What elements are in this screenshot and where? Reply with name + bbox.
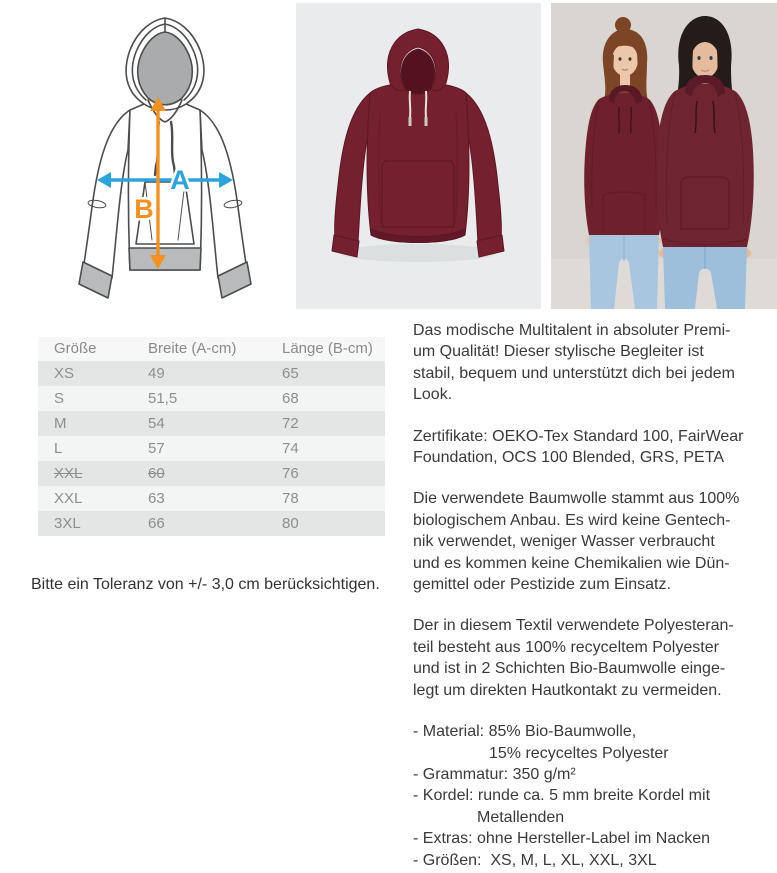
spec-line: - Extras: ohne Hersteller-Label im Nacken (413, 830, 711, 848)
length-label-b: B (134, 194, 154, 224)
table-cell-laenge: 80 (282, 515, 299, 532)
text-line: Der in diesem Textil verwendete Polyesteran- (413, 617, 734, 635)
text-line: Look. (413, 386, 453, 404)
spec-line: 15% recyceltes Polyester (489, 744, 669, 762)
description-paragraph (413, 426, 777, 469)
text-line: legt um direkten Hautkontakt zu vermeiden. (413, 681, 722, 699)
text-line: Foundation, OCS 100 Blended, GRS, PETA (413, 449, 724, 467)
table-row (38, 511, 385, 536)
spec-list (413, 721, 777, 871)
table-cell-laenge: 68 (282, 390, 299, 407)
column-header-laenge: Länge (B-cm) (282, 340, 373, 357)
table-cell-laenge: 78 (282, 490, 299, 507)
text-line: nik verwendet, weniger Wasser verbraucht (413, 533, 715, 551)
models-graphic (551, 3, 777, 309)
text-line: um Qualität! Dieser stylische Begleiter ist (413, 343, 704, 361)
spec-line: - Material: 85% Bio-Baumwolle, (413, 723, 637, 741)
table-row (38, 486, 385, 511)
size-diagram-image (40, 12, 290, 304)
hoodie-sketch-graphic (40, 12, 290, 304)
table-cell-size: XXL (54, 465, 83, 482)
column-header-breite: Breite (A-cm) (148, 340, 237, 357)
text-line: Die verwendete Baumwolle stammt aus 100% (413, 490, 740, 508)
spec-line: Metallenden (477, 808, 565, 826)
text-line: gemittel oder Pestizide zum Einsatz. (413, 576, 671, 594)
size-table-header (38, 337, 385, 361)
table-row (38, 386, 385, 411)
table-cell-breite: 57 (148, 440, 165, 457)
table-cell-breite: 51,5 (148, 390, 178, 407)
product-photo (296, 3, 541, 309)
spec-line: - Kordel: runde ca. 5 mm breite Kordel mit (413, 787, 711, 805)
size-table (38, 337, 385, 536)
description-paragraphs (413, 320, 777, 701)
table-cell-breite: 66 (148, 515, 165, 532)
text-line: stabil, bequem und unterstützt dich bei jedem (413, 364, 735, 382)
table-cell-size: XS (54, 365, 75, 382)
table-cell-breite: 54 (148, 415, 165, 432)
size-table-body (38, 361, 385, 536)
text-line: und es kommen keine Chemikalien wie Dün- (413, 554, 730, 572)
description-paragraph (413, 488, 777, 595)
width-label-a: A (170, 165, 190, 195)
table-cell-size: 3XL (54, 515, 81, 532)
spec-line: - Grammatur: 350 g/m² (413, 765, 576, 783)
table-cell-size: XXL (54, 490, 83, 507)
table-row (38, 436, 385, 461)
hoodie-product-graphic (296, 3, 541, 309)
table-cell-laenge: 74 (282, 440, 299, 457)
text-line: Zertifikate: OEKO-Tex Standard 100, FairWear (413, 427, 744, 445)
table-cell-breite: 63 (148, 490, 165, 507)
spec-line: - Größen: XS, M, L, XL, XXL, 3XL (413, 851, 657, 869)
table-row (38, 461, 385, 486)
text-line: Das modische Multitalent in absoluter Premi- (413, 322, 731, 339)
table-cell-laenge: 65 (282, 365, 299, 382)
description-paragraph (413, 615, 777, 701)
models-photo (551, 3, 777, 309)
text-line: biologischem Anbau. Es wird keine Gentech- (413, 511, 731, 529)
table-cell-laenge: 72 (282, 415, 299, 432)
table-cell-breite: 60 (148, 465, 165, 482)
table-cell-breite: 49 (148, 365, 165, 382)
text-line: teil besteht aus 100% recyceltem Polyester (413, 638, 719, 656)
column-header-groesse: Größe (54, 340, 97, 357)
table-row (38, 411, 385, 436)
table-cell-laenge: 76 (282, 465, 299, 482)
table-cell-size: L (54, 440, 63, 457)
text-line: und ist in 2 Schichten Bio-Baumwolle einge- (413, 660, 726, 678)
description-paragraph (413, 320, 777, 406)
table-cell-size: M (54, 415, 67, 432)
table-row (38, 361, 385, 386)
table-cell-size: S (54, 390, 65, 407)
tolerance-note: Bitte ein Toleranz von +/- 3,0 cm berücksichtigen. (31, 576, 380, 593)
product-description (413, 320, 777, 871)
